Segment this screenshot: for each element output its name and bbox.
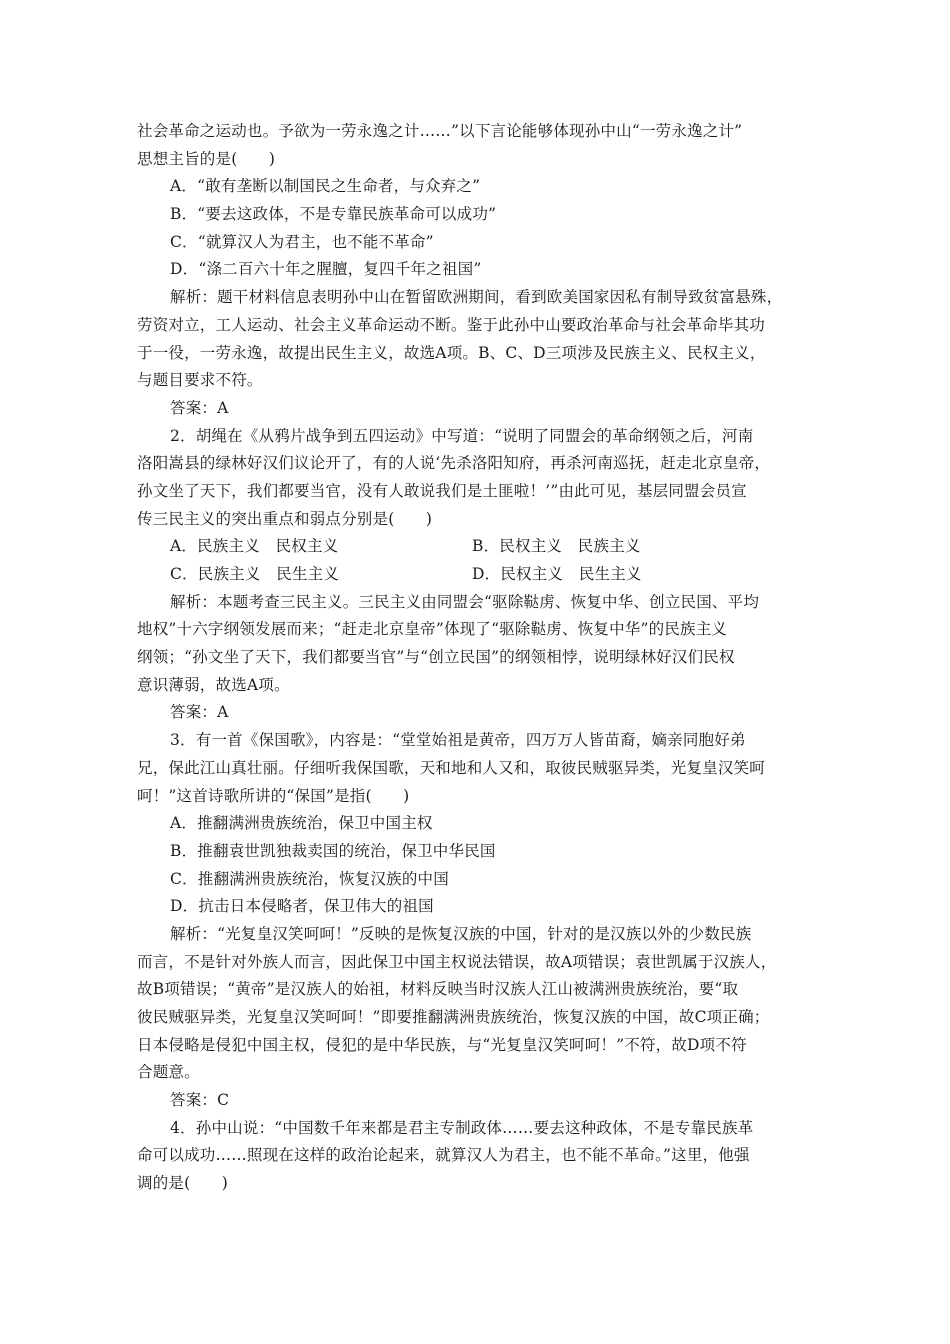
q4-stem-line: 调的是( ) xyxy=(137,1174,228,1193)
q2-analysis-line: 纲领；“孙文坐了天下，我们都要当官”与“创立民国”的纲领相悖，说明绿林好汉们民权 xyxy=(137,648,735,667)
q1-analysis-line: 劳资对立，工人运动、社会主义革命运动不断。鉴于此孙中山要政治革命与社会革命毕其功 xyxy=(137,315,766,334)
q2-option-c: C．民族主义 民生主义 xyxy=(170,565,340,583)
q1-analysis-line: 解析：题干材料信息表明孙中山在暂留欧洲期间，看到欧美国家因私有制导致贫富悬殊， xyxy=(170,288,783,307)
q3-analysis-line: 合题意。 xyxy=(137,1063,200,1082)
q3-option-d: D．抗击日本侵略者，保卫伟大的祖国 xyxy=(170,897,434,916)
q1-analysis-line: 与题目要求不符。 xyxy=(137,371,263,390)
q2-stem-line: 传三民主义的突出重点和弱点分别是( ) xyxy=(137,509,433,528)
q2-answer: 答案：A xyxy=(170,703,229,722)
q4-stem-line: 4．孙中山说：“中国数千年来都是君主专制政体……要去这种政体，不是专靠民族革 xyxy=(170,1118,754,1137)
q2-analysis-line: 意识薄弱，故选A项。 xyxy=(137,675,290,694)
q1-stem-line: 社会革命之运动也。予欲为一劳永逸之计……”以下言论能够体现孙中山“一劳永逸之计” xyxy=(137,122,743,140)
q1-analysis-line: 于一役，一劳永逸，故提出民生主义，故选A项。B、C、D三项涉及民族主义、民权主义， xyxy=(137,343,766,362)
document-body xyxy=(137,118,817,1198)
q2-analysis-line: 地权”十六字纲领发展而来；“赶走北京皇帝”体现了“驱除鞑虏、恢复中华”的民族主义 xyxy=(137,620,728,639)
q3-stem-line: 呵！”这首诗歌所讲的“保国”是指( ) xyxy=(137,786,410,805)
q3-analysis-line: 日本侵略是侵犯中国主权，侵犯的是中华民族，与“光复皇汉笑呵呵！”不符，故D项不符 xyxy=(137,1035,747,1054)
q3-analysis-line: 而言，不是针对外族人而言，因此保卫中国主权说法错误，故A项错误；袁世凯属于汉族人， xyxy=(137,952,777,971)
q2-option-d: D．民权主义 民生主义 xyxy=(472,565,642,583)
q2-stem-line: 洛阳嵩县的绿林好汉们议论开了，有的人说‘先杀洛阳知府，再杀河南巡抚，赶走北京皇帝， xyxy=(137,454,771,473)
q1-stem-line: 思想主旨的是( ) xyxy=(137,149,276,168)
q3-stem-line: 3．有一首《保国歌》，内容是：“堂堂始祖是黄帝，四万万人皆苗裔，嫡亲同胞好弟 xyxy=(170,731,746,750)
q2-option-b: B．民权主义 民族主义 xyxy=(472,537,641,556)
q2-option-a: A．民族主义 民权主义 xyxy=(170,537,339,556)
q2-options-row xyxy=(137,561,817,589)
q4-stem-line: 命可以成功……照现在这样的政治论起来，就算汉人为君主，也不能不革命。”这里，他强 xyxy=(137,1146,750,1165)
q3-option-b: B．推翻袁世凯独裁卖国的统治，保卫中华民国 xyxy=(170,841,496,860)
q3-stem-line: 兄，保此江山真壮丽。仔细听我保国歌，天和地和人又和，取彼民贼驱异类，光复皇汉笑呵 xyxy=(137,758,766,777)
q2-stem-line: 2．胡绳在《从鸦片战争到五四运动》中写道：“说明了同盟会的革命纲领之后，河南 xyxy=(170,426,754,445)
q2-analysis-line: 解析：本题考查三民主义。三民主义由同盟会“驱除鞑虏、恢复中华、创立民国、平均 xyxy=(170,592,760,611)
q1-option-c: C．“就算汉人为君主，也不能不革命” xyxy=(170,232,434,251)
q3-answer: 答案：C xyxy=(170,1091,230,1110)
q1-answer: 答案：A xyxy=(170,398,229,417)
q2-options-row xyxy=(137,533,817,561)
q3-analysis-line: 解析：“光复皇汉笑呵呵！”反映的是恢复汉族的中国，针对的是汉族以外的少数民族 xyxy=(170,924,752,943)
q1-option-d: D．“涤二百六十年之腥膻，复四千年之祖国” xyxy=(170,260,482,279)
q1-option-b: B．“要去这政体，不是专靠民族革命可以成功” xyxy=(170,205,497,224)
q3-option-c: C．推翻满洲贵族统治，恢复汉族的中国 xyxy=(170,869,449,888)
q3-analysis-line: 彼民贼驱异类，光复皇汉笑呵呵！”即要推翻满洲贵族统治，恢复汉族的中国，故C项正确； xyxy=(137,1008,770,1026)
q3-analysis-line: 故B项错误；“黄帝”是汉族人的始祖，材料反映当时汉族人江山被满洲贵族统治，要“取 xyxy=(137,980,739,999)
q3-option-a: A．推翻满洲贵族统治，保卫中国主权 xyxy=(170,814,433,833)
q1-option-a: A．“敢有垄断以制国民之生命者，与众弃之” xyxy=(170,177,481,196)
q2-stem-line: 孙文坐了天下，我们都要当官，没有人敢说我们是土匪啦！’”由此可见，基层同盟会员宣 xyxy=(137,481,747,500)
